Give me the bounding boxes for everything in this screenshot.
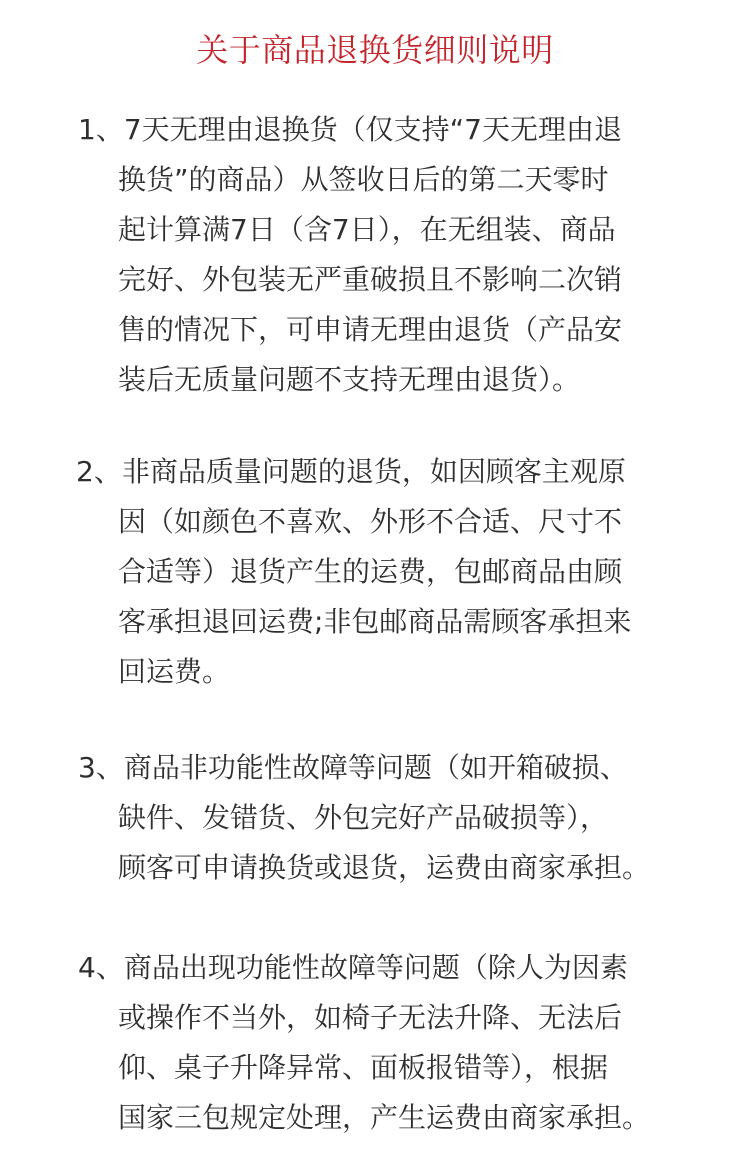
section-2-line-4: 客承担退回运费;非包邮商品需顾客承担来 bbox=[118, 605, 632, 638]
section-4-line-3: 仰、桌子升降异常、面板报错等），根据 bbox=[118, 1051, 609, 1084]
section-2-line-3: 合适等）退货产生的运费，包邮商品由顾 bbox=[118, 555, 623, 588]
section-1-line-1: 1、7天无理由退换货（仅支持“7天无理由退 bbox=[78, 113, 622, 146]
section-2-line-5: 回运费。 bbox=[118, 655, 231, 688]
section-1-line-3: 起计算满7日（含7日），在无组装、商品 bbox=[118, 213, 616, 246]
section-3-line-2: 缺件、发错货、外包完好产品破损等）， bbox=[118, 801, 609, 834]
section-1-line-2: 换货”的商品）从签收日后的第二天零时 bbox=[118, 163, 609, 196]
section-2-line-1: 2、非商品质量问题的退货，如因顾客主观原 bbox=[76, 455, 626, 488]
section-1-line-6: 装后无质量问题不支持无理由退货）。 bbox=[118, 363, 581, 396]
section-4-line-1: 4、商品出现功能性故障等问题（除人为因素 bbox=[78, 951, 628, 984]
page-title: 关于商品退换货细则说明 bbox=[196, 31, 554, 69]
section-3-line-1: 3、商品非功能性故障等问题（如开箱破损、 bbox=[78, 751, 628, 784]
section-2-line-2: 因（如颜色不喜欢、外形不合适、尺寸不 bbox=[118, 505, 623, 538]
section-4-line-2: 或操作不当外，如椅子无法升降、无法后 bbox=[118, 1001, 623, 1034]
section-1-line-4: 完好、外包装无严重破损且不影响二次销 bbox=[118, 263, 623, 296]
section-1-line-5: 售的情况下，可申请无理由退货（产品安 bbox=[118, 313, 623, 346]
section-4-line-4: 国家三包规定处理，产生运费由商家承担。 bbox=[118, 1101, 651, 1134]
section-3-line-3: 顾客可申请换货或退货，运费由商家承担。 bbox=[118, 851, 651, 884]
